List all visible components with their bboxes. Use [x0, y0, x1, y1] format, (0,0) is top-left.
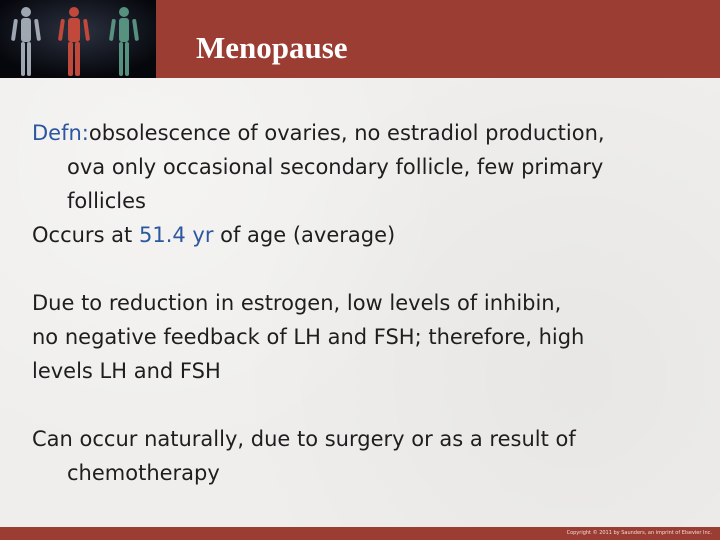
definition-line-1	[32, 116, 682, 150]
occurs-age: 51.4 yr	[138, 223, 214, 247]
occurs-suffix: of age (average)	[213, 223, 396, 247]
cause-line-2: no negative feedback of LH and FSH; therefore, high	[32, 325, 585, 349]
occurs-prefix: Occurs at	[32, 223, 139, 247]
copyright-notice: Copyright © 2011 by Saunders, an imprint of Elsevier Inc.	[566, 530, 712, 536]
definition-text: obsolescence of ovaries, no estradiol production,	[88, 121, 605, 145]
occurrence-paragraph	[32, 422, 682, 490]
cause-paragraph	[32, 286, 682, 388]
definition-line-2: ova only occasional secondary follicle, few primary	[67, 155, 604, 179]
slide-title: Menopause	[196, 30, 348, 65]
definition-line-3: follicles	[67, 189, 146, 213]
anatomy-image	[0, 0, 156, 78]
occurs-line	[32, 218, 682, 252]
occurrence-line-2: chemotherapy	[67, 461, 220, 485]
definition-term: Defn:	[32, 121, 89, 145]
anatomy-figures-graphic	[0, 0, 156, 78]
occurrence-line-1: Can occur naturally, due to surgery or as a result of	[32, 427, 576, 451]
cause-line-3: levels LH and FSH	[32, 359, 221, 383]
definition-paragraph	[32, 116, 682, 252]
cause-line-1: Due to reduction in estrogen, low levels of inhibin,	[32, 291, 562, 315]
slide-body	[32, 116, 682, 490]
